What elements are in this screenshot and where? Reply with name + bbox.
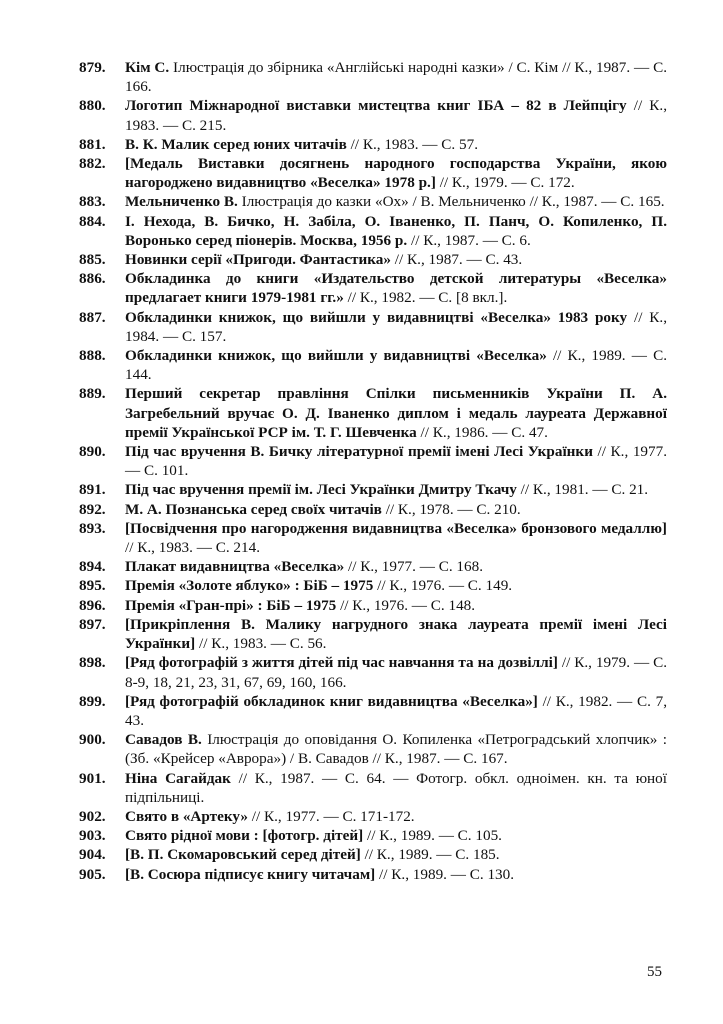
entry-title: Під час вручення премії ім. Лесі Українки Дмитру Ткачу	[125, 481, 517, 499]
entry-citation: // К., 1983. — С. 215.	[125, 97, 667, 134]
entry-citation: // К., 1977. — С. 171-172.	[247, 807, 415, 825]
entry-number: 889.	[79, 385, 106, 403]
bibliography-entry	[79, 96, 667, 134]
entry-number: 882.	[79, 155, 106, 173]
entry-number: 888.	[79, 347, 106, 365]
entry-number: 894.	[79, 558, 106, 576]
entry-title: Логотип Міжнародної виставки мистецтва книг ІБА – 82 в Лейпцігу	[125, 97, 627, 115]
entry-title: [В. П. Скомаровський серед дітей]	[125, 846, 361, 864]
bibliography-entry	[79, 615, 667, 653]
entry-number: 905.	[79, 865, 106, 883]
bibliography-entry	[79, 845, 667, 864]
entry-citation: // К., 1982. — С. [8 вкл.].	[343, 289, 508, 307]
bibliography-entry	[79, 576, 667, 595]
bibliography-entry	[79, 557, 667, 576]
entry-citation: // К., 1987. — С. 43.	[390, 251, 523, 269]
entry-title: [Ряд фотографій з життя дітей під час навчання та на дозвіллі]	[125, 654, 558, 672]
entry-citation: // К., 1976. — С. 148.	[336, 596, 476, 614]
bibliography-entry	[79, 480, 667, 499]
entry-citation: // К., 1982. — С. 7, 43.	[125, 692, 667, 729]
entry-citation: // К., 1989. — С. 105.	[363, 827, 502, 845]
entry-citation: // К., 1983. — С. 57.	[346, 135, 478, 153]
entry-title: Перший секретар правління Спілки письменників України П. А. Загребельний вручає О. Д. Іваненко диплом і медаль лауреата Державної премії Української РСР ім. Т. Г. Шевченка	[125, 385, 667, 441]
entry-title: Ніна Сагайдак	[125, 769, 231, 787]
bibliography-entry	[79, 596, 667, 615]
bibliography-entry	[79, 769, 667, 807]
entry-citation: // К., 1979. — С. 8-9, 18, 21, 23, 31, 67, 69, 160, 166.	[125, 654, 667, 691]
entry-title: Плакат видавництва «Веселка»	[125, 558, 345, 576]
entry-number: 879.	[79, 59, 106, 76]
entry-number: 891.	[79, 481, 106, 499]
entry-title: [Ряд фотографій обкладинок книг видавництва «Веселка»]	[125, 692, 538, 710]
entry-citation: // К., 1987. — С. 6.	[407, 231, 531, 249]
bibliography-entry	[79, 442, 667, 480]
entry-title: Премія «Гран-прі» : БіБ – 1975	[125, 596, 337, 614]
entry-citation: Ілюстрація до казки «Ох» / В. Мельниченко // К., 1987. — С. 165.	[237, 193, 665, 211]
bibliography-entry	[79, 692, 667, 730]
entry-number: 881.	[79, 135, 106, 153]
bibliography-entry	[79, 212, 667, 250]
bibliography-entry	[79, 154, 667, 192]
entry-title: Свято в «Артеку»	[125, 807, 248, 825]
entry-number: 899.	[79, 692, 106, 710]
entry-number: 883.	[79, 193, 106, 211]
entry-number: 900.	[79, 731, 106, 749]
entry-citation: // К., 1983. — С. 214.	[125, 539, 261, 557]
entry-title: Савадов В.	[125, 731, 202, 749]
bibliography-entry	[79, 58, 667, 96]
entry-title: Обкладинка до книги «Издательство детской литературы «Веселка» предлагает книги 1979-1981 гг.»	[125, 270, 667, 307]
entry-title: І. Нехода, В. Бичко, Н. Забіла, О. Іваненко, П. Панч, О. Копиленко, П. Воронько серед піонерів. Москва, 1956 р.	[125, 212, 667, 249]
entry-number: 898.	[79, 654, 106, 672]
bibliography-entry	[79, 500, 667, 519]
entry-number: 885.	[79, 251, 106, 269]
entry-title: [В. Сосюра підписує книгу читачам]	[125, 865, 376, 883]
entry-citation: // К., 1979. — С. 172.	[435, 174, 575, 192]
entry-citation: // К., 1976. — С. 149.	[373, 577, 513, 595]
bibliography-entry	[79, 192, 667, 211]
entry-number: 895.	[79, 577, 106, 595]
entry-title: [Посвідчення про нагородження видавництва «Веселка» бронзового медаллю]	[125, 519, 667, 537]
entry-title: Свято рідної мови : [фотогр. дітей]	[125, 827, 364, 845]
entry-title: Обкладинки книжок, що вийшли у видавництві «Веселка»	[125, 347, 547, 365]
entry-title: Обкладинки книжок, що вийшли у видавництві «Веселка» 1983 року	[125, 308, 628, 326]
entry-citation: // К., 1989. — С. 144.	[125, 347, 667, 384]
entry-number: 897.	[79, 615, 106, 633]
entry-number: 890.	[79, 443, 106, 461]
bibliography-list	[79, 58, 667, 884]
bibliography-entry	[79, 653, 667, 691]
bibliography-entry	[79, 826, 667, 845]
entry-title: [Медаль Виставки досягнень народного господарства України, якою нагороджено видавництво «Веселка» 1978 р.]	[125, 155, 667, 192]
entry-number: 884.	[79, 212, 106, 230]
bibliography-entry	[79, 519, 667, 557]
entry-number: 892.	[79, 500, 106, 518]
entry-title: Новинки серії «Пригоди. Фантастика»	[125, 251, 391, 269]
entry-title: [Прикріплення В. Малику нагрудного знака лауреата премії імені Лесі Українки]	[125, 615, 667, 653]
entry-title: Мельниченко В.	[125, 193, 238, 211]
entry-citation: // К., 1977. — С. 101.	[125, 443, 667, 480]
entry-citation: // К., 1978. — С. 210.	[381, 500, 521, 518]
page-number: 55	[647, 964, 662, 980]
entry-number: 893.	[79, 519, 106, 537]
entry-citation: Ілюстрація до оповідання О. Копиленка «Петроградський хлопчик» : (Зб. «Крейсер «Аврора») / В. Савадов // К., 1987. — С. 167.	[125, 731, 668, 768]
entry-number: 904.	[79, 846, 106, 864]
entry-number: 903.	[79, 827, 106, 845]
entry-citation: Ілюстрація до збірника «Англійські народні казки» / С. Кім // К., 1987. — С. 166.	[125, 59, 668, 96]
entry-title: В. К. Малик серед юних читачів	[125, 135, 347, 153]
entry-number: 896.	[79, 596, 106, 614]
bibliography-entry	[79, 807, 667, 826]
entry-citation: // К., 1989. — С. 185.	[360, 846, 500, 864]
entry-title: Премія «Золоте яблуко» : БіБ – 1975	[125, 577, 374, 595]
bibliography-entry	[79, 384, 667, 442]
entry-title: Під час вручення В. Бичку літературної премії імені Лесі Українки	[125, 443, 593, 461]
entry-citation: // К., 1983. — С. 56.	[195, 635, 327, 653]
entry-citation: // К., 1987. — С. 64. — Фотогр. обкл. одноімен. кн. та юної підпільниці.	[125, 769, 667, 806]
bibliography-entry	[79, 250, 667, 269]
bibliography-entry	[79, 730, 667, 768]
bibliography-entry	[79, 135, 667, 154]
bibliography-entry	[79, 269, 667, 307]
bibliography-entry	[79, 865, 667, 884]
entry-number: 880.	[79, 97, 106, 115]
entry-number: 902.	[79, 807, 106, 825]
entry-number: 887.	[79, 308, 106, 326]
entry-citation: // К., 1981. — С. 21.	[516, 481, 649, 499]
entry-number: 886.	[79, 270, 106, 288]
bibliography-entry	[79, 346, 667, 384]
entry-citation: // К., 1989. — С. 130.	[375, 865, 515, 883]
entry-citation: // К., 1986. — С. 47.	[416, 423, 548, 441]
entry-citation: // К., 1984. — С. 157.	[125, 308, 667, 345]
bibliography-entry	[79, 308, 667, 346]
entry-citation: // К., 1977. — С. 168.	[344, 558, 484, 576]
entry-title: М. А. Познанська серед своїх читачів	[125, 500, 382, 518]
entry-number: 901.	[79, 769, 106, 787]
entry-title: Кім С.	[125, 59, 170, 76]
